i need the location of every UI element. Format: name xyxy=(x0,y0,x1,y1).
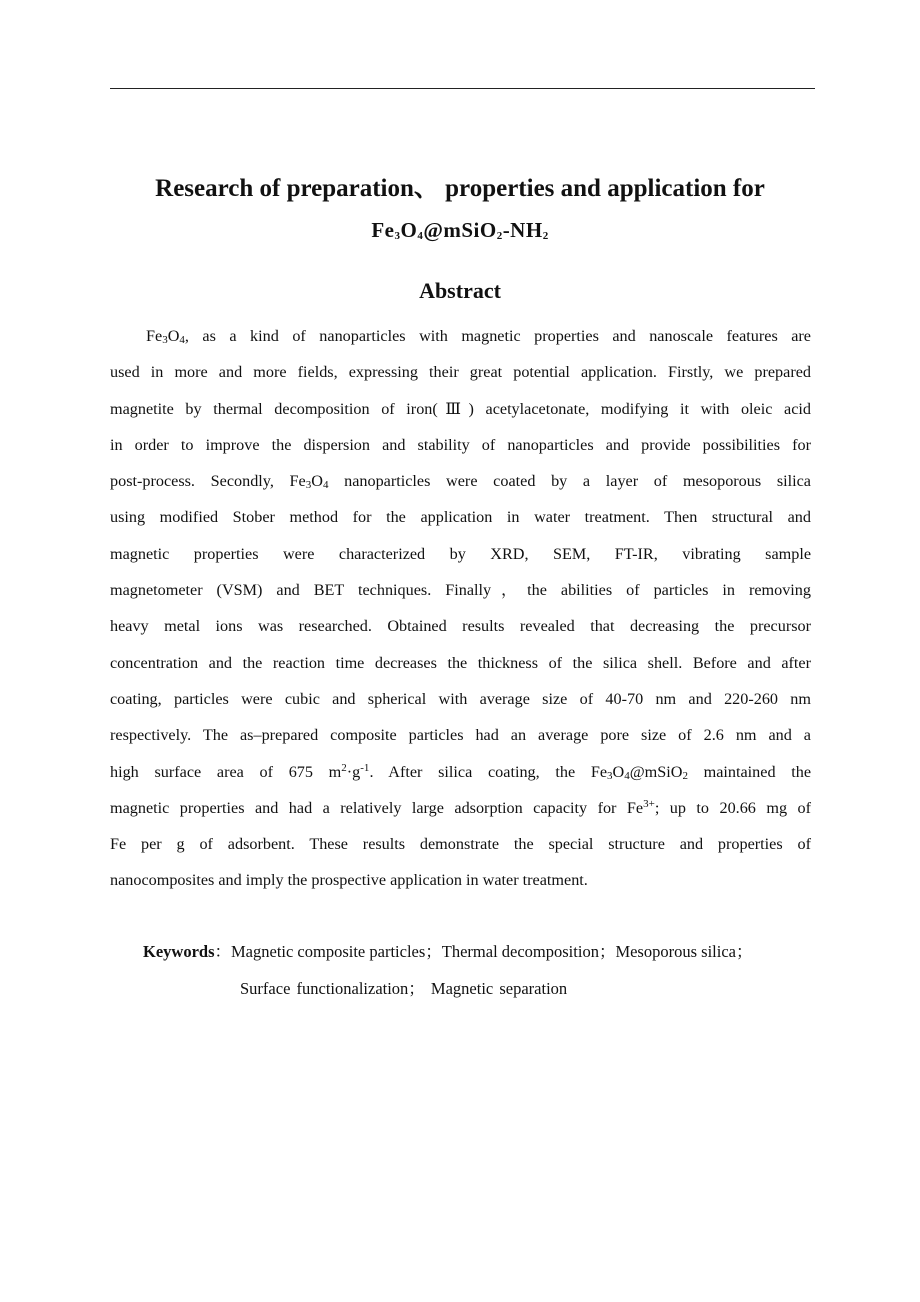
abstract-line: concentration and the reaction time decreases the thickness of the silica shell. Before and after xyxy=(110,653,811,672)
abstract-line: magnetite by thermal decomposition of iron(Ⅲ) acetylacetonate, modifying it with oleic acid xyxy=(110,399,811,418)
abstract-line: used in more and more fields, expressing their great potential application. Firstly, we prepared xyxy=(110,363,811,382)
abstract-line: $Fe_3O_4$, as a kind of nanoparticles with magnetic properties and nanoscale features are xyxy=(146,327,811,346)
thesis-title-formula: $Fe_3O_4@mSiO_2-NH_2$ xyxy=(371,218,549,242)
abstract-line: heavy metal ions was researched. Obtained results revealed that decreasing the precursor xyxy=(110,617,811,636)
abstract-line: in order to improve the dispersion and stability of nanoparticles and provide possibilities for xyxy=(110,435,811,454)
abstract-line: high surface area of 675 $m^2\cdot g^{-1}$. After silica coating, the $Fe_3O_4@mSiO_2$ maintained the xyxy=(110,761,812,782)
keywords-block xyxy=(143,934,823,1007)
abstract-line: Fe per g of adsorbent. These results demonstrate the special structure and properties of xyxy=(110,835,811,854)
keywords-text: Magnetic composite particles；Thermal decomposition；Mesoporous silica； xyxy=(231,942,753,961)
abstract-heading: Abstract xyxy=(419,278,501,303)
abstract-line: post-process. Secondly, $Fe_3O_4$ nanoparticles were coated by a layer of mesoporous silica xyxy=(110,472,811,492)
abstract-line: magnetometer (VSM) and BET techniques. Finally，the abilities of particles in removing xyxy=(110,581,811,600)
keywords-label: Keywords xyxy=(143,942,215,961)
header-rule xyxy=(110,88,815,89)
abstract-line: magnetic properties were characterized by XRD, SEM, FT-IR, vibrating sample xyxy=(110,544,811,563)
abstract-line: nanocomposites and imply the prospective application in water treatment. xyxy=(110,871,588,890)
abstract-line: magnetic properties and had a relatively large adsorption capacity for $Fe^{3+}$; up to 20.66 mg of xyxy=(110,797,811,817)
keywords-line-1: Keywords：Magnetic composite particles；Thermal decomposition；Mesoporous silica； xyxy=(143,942,753,961)
abstract-line: using modified Stober method for the application in water treatment. Then structural and xyxy=(110,508,811,527)
thesis-title: Research of preparation、 properties and application for xyxy=(155,175,765,202)
abstract-body xyxy=(110,318,811,899)
abstract-line: respectively. The as–prepared composite particles had an average pore size of 2.6 nm and a xyxy=(110,726,811,745)
keywords-line-2: Surface functionalization； Magnetic separation xyxy=(240,978,568,998)
abstract-line: coating, particles were cubic and spherical with average size of 40-70 nm and 220-260 nm xyxy=(110,689,811,708)
